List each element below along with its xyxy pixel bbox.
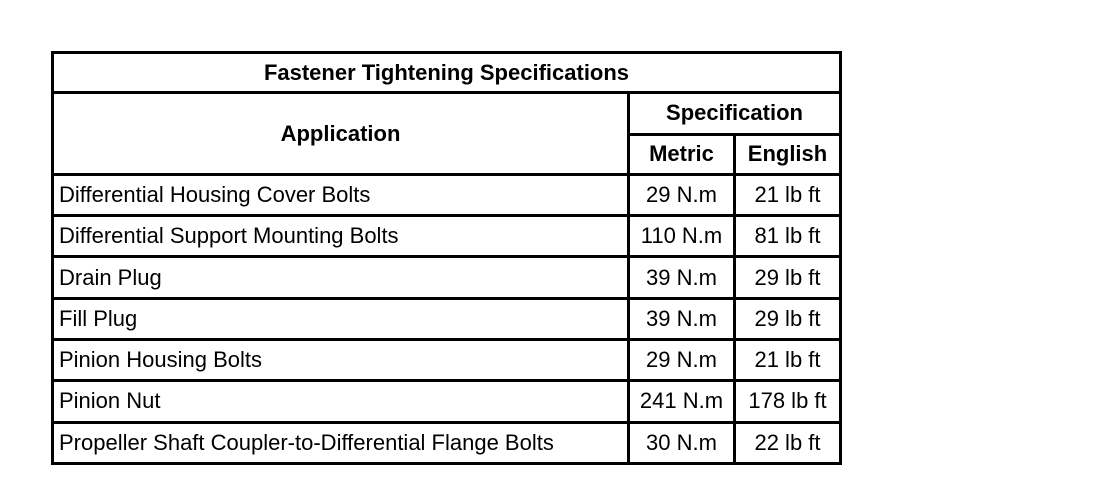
metric-header: Metric <box>629 134 735 174</box>
application-cell: Pinion Housing Bolts <box>53 340 629 381</box>
english-cell: 29 lb ft <box>735 257 841 298</box>
application-cell: Differential Housing Cover Bolts <box>53 174 629 215</box>
table-body <box>53 53 841 464</box>
table-row <box>53 174 841 215</box>
metric-cell: 39 N.m <box>629 257 735 298</box>
metric-cell: 110 N.m <box>629 216 735 257</box>
application-cell: Drain Plug <box>53 257 629 298</box>
english-header: English <box>735 134 841 174</box>
english-cell: 21 lb ft <box>735 340 841 381</box>
table-title: Fastener Tightening Specifications <box>53 53 841 93</box>
english-cell: 81 lb ft <box>735 216 841 257</box>
table-row <box>53 340 841 381</box>
application-cell: Propeller Shaft Coupler-to-Differential Flange Bolts <box>53 422 629 463</box>
application-header: Application <box>53 93 629 175</box>
application-cell: Fill Plug <box>53 298 629 339</box>
table-row <box>53 422 841 463</box>
application-cell: Pinion Nut <box>53 381 629 422</box>
english-cell: 21 lb ft <box>735 174 841 215</box>
english-cell: 22 lb ft <box>735 422 841 463</box>
metric-cell: 29 N.m <box>629 340 735 381</box>
table-row <box>53 381 841 422</box>
header-row-1 <box>53 93 841 134</box>
metric-cell: 30 N.m <box>629 422 735 463</box>
title-row <box>53 53 841 93</box>
metric-cell: 39 N.m <box>629 298 735 339</box>
fastener-spec-table <box>51 51 842 465</box>
english-cell: 29 lb ft <box>735 298 841 339</box>
table-row <box>53 257 841 298</box>
table-row <box>53 216 841 257</box>
english-cell: 178 lb ft <box>735 381 841 422</box>
application-cell: Differential Support Mounting Bolts <box>53 216 629 257</box>
metric-cell: 29 N.m <box>629 174 735 215</box>
specification-header: Specification <box>629 93 841 134</box>
table-row <box>53 298 841 339</box>
metric-cell: 241 N.m <box>629 381 735 422</box>
